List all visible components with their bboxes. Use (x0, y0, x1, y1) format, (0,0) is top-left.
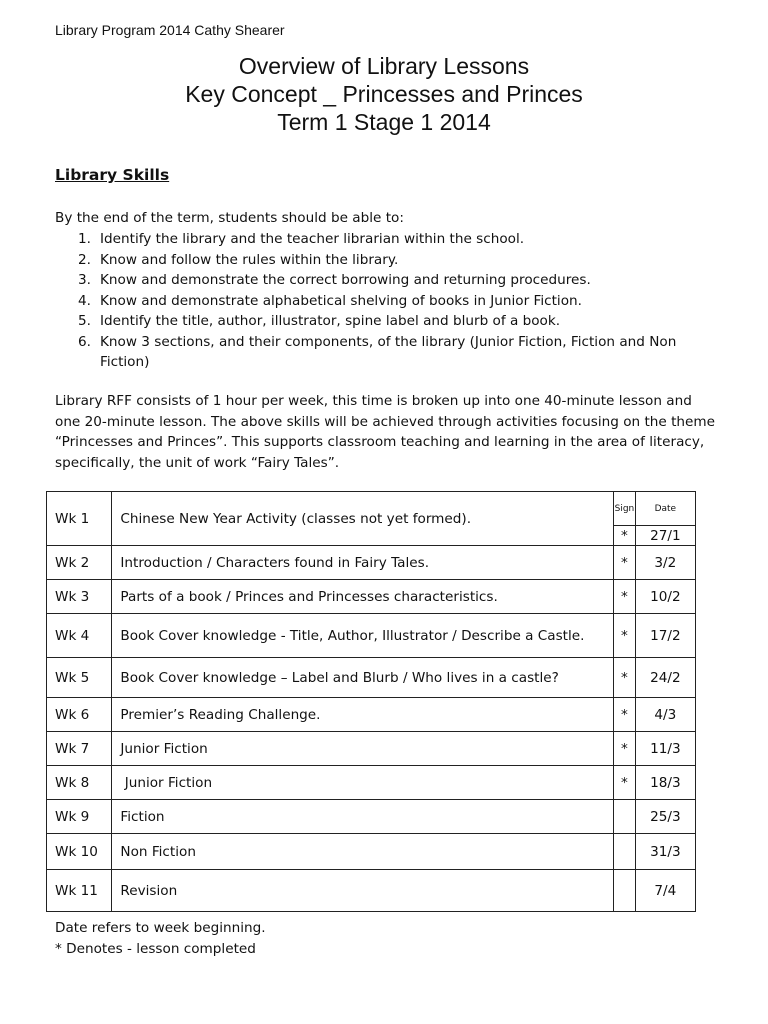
list-item-text: Know and follow the rules within the library. (100, 251, 399, 268)
lesson-table (46, 491, 696, 912)
list-item (78, 250, 718, 271)
sign-cell (614, 834, 635, 870)
activity-cell: Parts of a book / Princes and Princesses characteristics. (112, 580, 614, 614)
week-cell: Wk 4 (47, 614, 112, 658)
section-heading-library-skills: Library Skills (55, 166, 170, 184)
title-line-2: Key Concept _ Princesses and Princes (185, 81, 583, 107)
activity-cell: Junior Fiction (112, 766, 614, 800)
activity-cell: Chinese New Year Activity (classes not yet formed). (112, 492, 614, 546)
week-cell: Wk 1 (47, 492, 112, 546)
table-row (47, 870, 696, 912)
week-cell: Wk 8 (47, 766, 112, 800)
sign-cell: * (614, 658, 635, 698)
activity-cell: Fiction (112, 800, 614, 834)
document-titles (0, 52, 768, 136)
activity-cell: Premier’s Reading Challenge. (112, 698, 614, 732)
list-item-number: 1. (78, 231, 91, 247)
date-cell: 25/3 (635, 800, 695, 834)
table-row (47, 698, 696, 732)
table-row (47, 614, 696, 658)
week-cell: Wk 3 (47, 580, 112, 614)
sign-cell: * (614, 766, 635, 800)
date-cell: 3/2 (635, 546, 695, 580)
week-cell: Wk 9 (47, 800, 112, 834)
date-cell: 7/4 (635, 870, 695, 912)
week-cell: Wk 6 (47, 698, 112, 732)
date-cell: 4/3 (635, 698, 695, 732)
date-cell: 31/3 (635, 834, 695, 870)
date-cell: 11/3 (635, 732, 695, 766)
activity-cell: Introduction / Characters found in Fairy Tales. (112, 546, 614, 580)
list-item-number: 4. (78, 292, 91, 309)
sign-cell: * (614, 526, 635, 546)
table-row (47, 834, 696, 870)
table-row (47, 732, 696, 766)
table-row (47, 546, 696, 580)
activity-cell: Junior Fiction (112, 732, 614, 766)
date-header: Date (635, 492, 695, 526)
list-item (78, 332, 718, 373)
sign-cell (614, 800, 635, 834)
footer-notes (55, 918, 555, 959)
sign-cell: * (614, 580, 635, 614)
list-item (78, 229, 718, 250)
footer-star-note: * Denotes - lesson completed (55, 940, 256, 957)
footer-date-note: Date refers to week beginning. (55, 920, 266, 936)
skills-intro: By the end of the term, students should be able to: (55, 210, 404, 226)
week-cell: Wk 7 (47, 732, 112, 766)
week-cell: Wk 5 (47, 658, 112, 698)
activity-cell: Book Cover knowledge – Label and Blurb / Who lives in a castle? (112, 658, 614, 698)
list-item-text: Identify the library and the teacher librarian within the school. (100, 231, 525, 247)
week-cell: Wk 10 (47, 834, 112, 870)
table-row (47, 580, 696, 614)
title-line-1: Overview of Library Lessons (238, 53, 530, 79)
activity-cell: Book Cover knowledge - Title, Author, Illustrator / Describe a Castle. (112, 614, 614, 658)
date-cell: 27/1 (635, 526, 695, 546)
list-item-number: 6. (78, 333, 91, 350)
document-header: Library Program 2014 Cathy Shearer (55, 22, 285, 38)
table-row (47, 800, 696, 834)
title-line-3: Term 1 Stage 1 2014 (277, 109, 491, 135)
list-item (78, 270, 718, 291)
skills-list (78, 229, 718, 373)
sign-cell (614, 870, 635, 912)
list-item-number: 5. (78, 313, 91, 329)
list-item-number: 3. (78, 272, 91, 288)
week-cell: Wk 11 (47, 870, 112, 912)
date-cell: 18/3 (635, 766, 695, 800)
date-cell: 10/2 (635, 580, 695, 614)
table-row (47, 766, 696, 800)
list-item-text: Know and demonstrate alphabetical shelving of books in Junior Fiction. (100, 292, 582, 309)
list-item-text: Know and demonstrate the correct borrowing and returning procedures. (100, 272, 591, 288)
activity-cell: Revision (112, 870, 614, 912)
sign-header: Sign (614, 492, 635, 526)
date-cell: 17/2 (635, 614, 695, 658)
date-cell: 24/2 (635, 658, 695, 698)
sign-cell: * (614, 614, 635, 658)
sign-cell: * (614, 732, 635, 766)
sign-cell: * (614, 698, 635, 732)
list-item-number: 2. (78, 251, 91, 268)
list-item (78, 311, 718, 332)
sign-cell: * (614, 546, 635, 580)
list-item (78, 291, 718, 312)
week-cell: Wk 2 (47, 546, 112, 580)
list-item-text: Know 3 sections, and their components, of the library (Junior Fiction, Fiction and Non Fiction) (100, 333, 677, 370)
table-row (47, 492, 696, 526)
table-row (47, 658, 696, 698)
activity-cell: Non Fiction (112, 834, 614, 870)
rff-paragraph: Library RFF consists of 1 hour per week, this time is broken up into one 40-minute lesson and one 20-minute lesson. The above skills will be achieved through activities focusing on the theme “Princesses and Princes”. This supports classroom teaching and learning in the area of literacy, specifically, the unit of work “Fairy Tales”. (55, 393, 716, 471)
list-item-text: Identify the title, author, illustrator, spine label and blurb of a book. (100, 313, 561, 329)
